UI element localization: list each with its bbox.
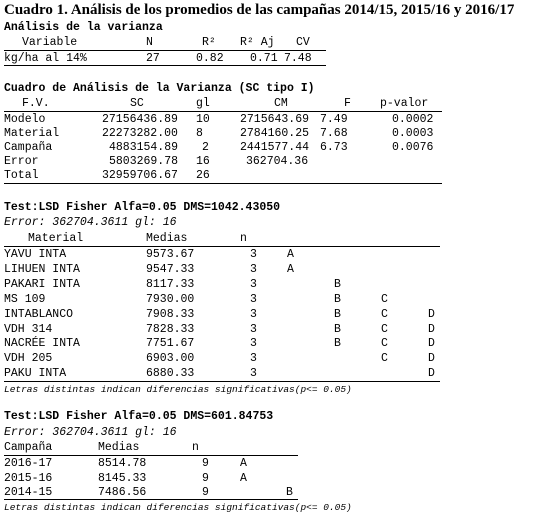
rule <box>4 499 298 500</box>
cell-r2-adj: 0.71 <box>250 52 278 65</box>
cell-fv: Modelo <box>4 113 46 126</box>
page-title: Cuadro 1. Análisis de los promedios de las campañas 2014/15, 2015/16 y 2016/17 <box>4 2 515 18</box>
lsd-campaign-footnote: Letras distintas indican diferencias significativas(p<= 0.05) <box>4 502 352 513</box>
group-letter: D <box>428 322 435 336</box>
cell-material: NACRÉE INTA <box>4 337 80 351</box>
cell-n: 3 <box>250 248 257 261</box>
group-letter: A <box>287 262 294 276</box>
col-gl: gl <box>196 97 210 110</box>
col-n: N <box>146 36 153 49</box>
anova-summary-heading: Análisis de la varianza <box>4 21 163 34</box>
cell-f: 6.73 <box>320 141 348 154</box>
cell-variable: kg/ha al 14% <box>4 52 87 65</box>
cell-n: 9 <box>202 457 209 470</box>
cell-pvalor: 0.0003 <box>392 127 434 140</box>
rule <box>4 381 440 382</box>
cell-mean: 8514.78 <box>98 457 147 470</box>
cell-mean: 7930.00 <box>146 292 195 306</box>
col-sc: SC <box>130 97 144 110</box>
group-letter: B <box>334 277 341 291</box>
lsd-campaign-heading: Test:LSD Fisher Alfa=0.05 DMS=601.84753 <box>4 410 274 423</box>
cell-sc: 22273282.00 <box>102 127 178 140</box>
cell-gl: 2 <box>202 141 209 154</box>
col-n: n <box>192 441 199 454</box>
cell-n: 3 <box>250 322 257 336</box>
col-f: F <box>344 97 351 110</box>
cell-n: 3 <box>250 307 257 321</box>
cell-cv: 7.48 <box>284 52 312 65</box>
cell-cm: 2441577.44 <box>240 141 310 154</box>
cell-gl: 10 <box>196 113 210 126</box>
cell-mean: 9547.33 <box>146 262 195 276</box>
cell-n: 9 <box>202 486 209 499</box>
anova-table-heading: Cuadro de Análisis de la Varianza (SC tipo I) <box>4 82 315 95</box>
cell-fv: Error <box>4 155 39 168</box>
col-variable: Variable <box>22 36 78 49</box>
lsd-material-error: Error: 362704.3611 gl: 16 <box>4 216 177 229</box>
cell-material: LIHUEN INTA <box>4 262 80 276</box>
cell-n: 3 <box>250 367 257 381</box>
cell-mean: 9573.67 <box>146 248 195 261</box>
rule <box>4 50 326 51</box>
group-letter: B <box>334 322 341 336</box>
group-letter: C <box>381 307 388 321</box>
col-r2: R² <box>202 36 216 49</box>
cell-material: VDH 314 <box>4 322 53 336</box>
cell-n: 3 <box>250 337 257 351</box>
cell-gl: 26 <box>196 169 210 182</box>
cell-material: MS 109 <box>4 292 46 306</box>
group-letter: B <box>334 292 341 306</box>
group-letter: A <box>287 248 294 261</box>
cell-mean: 8145.33 <box>98 471 147 485</box>
cell-mean: 8117.33 <box>146 277 195 291</box>
cell-n: 9 <box>202 471 209 485</box>
cell-gl: 8 <box>196 127 203 140</box>
group-letter: D <box>428 352 435 366</box>
cell-sc: 32959706.67 <box>102 169 178 182</box>
group-letter: A <box>240 457 247 470</box>
cell-n: 3 <box>250 262 257 276</box>
cell-n: 3 <box>250 277 257 291</box>
cell-mean: 7751.67 <box>146 337 195 351</box>
col-cv: CV <box>296 36 310 49</box>
col-r2-adj: R² Aj <box>240 36 275 49</box>
cell-r2: 0.82 <box>196 52 224 65</box>
cell-campana: 2016-17 <box>4 457 53 470</box>
cell-campana: 2015-16 <box>4 471 53 485</box>
cell-material: YAVU INTA <box>4 248 67 261</box>
cell-gl: 16 <box>196 155 210 168</box>
cell-pvalor: 0.0002 <box>392 113 434 126</box>
cell-n: 27 <box>146 52 160 65</box>
group-letter: D <box>428 307 435 321</box>
cell-campana: 2014-15 <box>4 486 53 499</box>
group-letter: D <box>428 367 435 381</box>
cell-material: PAKARI INTA <box>4 277 80 291</box>
cell-f: 7.49 <box>320 113 348 126</box>
rule <box>4 246 440 247</box>
rule <box>4 111 442 112</box>
lsd-material-footnote: Letras distintas indican diferencias significativas(p<= 0.05) <box>4 384 352 395</box>
col-pvalor: p-valor <box>380 97 429 110</box>
group-letter: B <box>286 486 293 499</box>
cell-sc: 27156436.89 <box>102 113 178 126</box>
cell-sc: 5803269.78 <box>109 155 179 168</box>
cell-sc: 4883154.89 <box>109 141 179 154</box>
col-medias: Medias <box>146 232 188 245</box>
group-letter: B <box>334 337 341 351</box>
cell-mean: 7828.33 <box>146 322 195 336</box>
cell-n: 3 <box>250 352 257 366</box>
cell-cm: 2715643.69 <box>240 113 310 126</box>
cell-mean: 6880.33 <box>146 367 195 381</box>
rule <box>4 183 442 184</box>
group-letter: C <box>381 292 388 306</box>
group-letter: D <box>428 337 435 351</box>
group-letter: C <box>381 337 388 351</box>
cell-material: VDH 205 <box>4 352 53 366</box>
cell-n: 3 <box>250 292 257 306</box>
group-letter: B <box>334 307 341 321</box>
col-campana: Campaña <box>4 441 53 454</box>
cell-cm: 362704.36 <box>246 155 309 168</box>
cell-fv: Material <box>4 127 60 140</box>
cell-material: INTABLANCO <box>4 307 74 321</box>
cell-mean: 7486.56 <box>98 486 147 499</box>
cell-mean: 7908.33 <box>146 307 195 321</box>
lsd-campaign-error: Error: 362704.3611 gl: 16 <box>4 426 177 439</box>
cell-material: PAKU INTA <box>4 367 67 381</box>
col-n: n <box>240 232 247 245</box>
col-fv: F.V. <box>22 97 50 110</box>
col-cm: CM <box>274 97 288 110</box>
cell-f: 7.68 <box>320 127 348 140</box>
col-material: Material <box>28 232 84 245</box>
cell-pvalor: 0.0076 <box>392 141 434 154</box>
group-letter: C <box>381 352 388 366</box>
group-letter: A <box>240 471 247 485</box>
rule <box>4 455 298 456</box>
cell-fv: Total <box>4 169 39 182</box>
cell-cm: 2784160.25 <box>240 127 310 140</box>
cell-fv: Campaña <box>4 141 53 154</box>
col-medias: Medias <box>98 441 140 454</box>
group-letter: C <box>381 322 388 336</box>
rule <box>4 65 326 66</box>
cell-mean: 6903.00 <box>146 352 195 366</box>
lsd-material-heading: Test:LSD Fisher Alfa=0.05 DMS=1042.43050 <box>4 201 281 214</box>
